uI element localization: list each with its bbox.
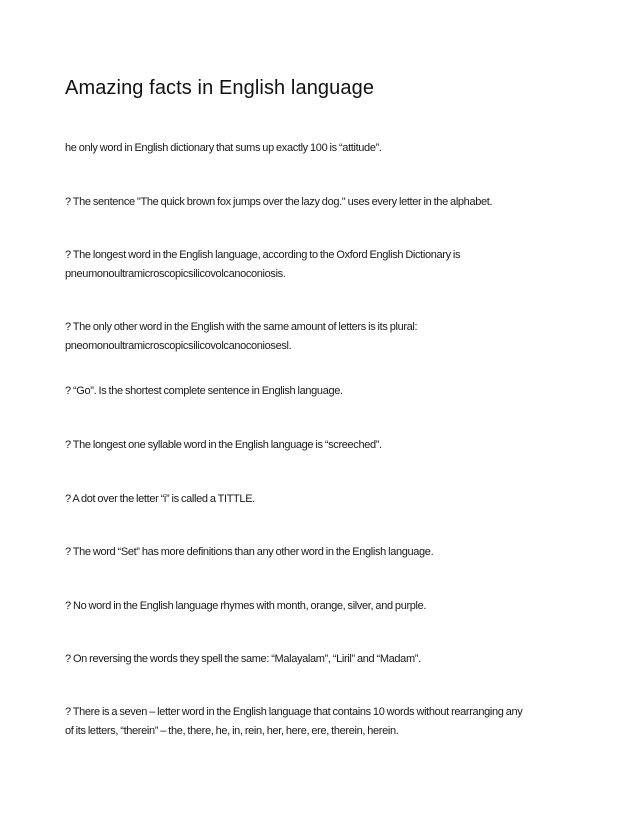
fact-line: pneomonoultramicroscopicsilicovolcanoconiosesl.	[65, 340, 292, 352]
fact-line: of its letters, “therein” – the, there, he, in, rein, her, here, ere, therein, herein.	[65, 725, 399, 737]
fact-line: ? There is a seven – letter word in the English language that contains 10 words without rearranging any	[65, 706, 523, 718]
fact-paragraph	[65, 543, 575, 562]
fact-paragraph	[65, 436, 575, 455]
fact-paragraph	[65, 597, 575, 616]
fact-paragraph	[65, 246, 575, 284]
fact-line: ? No word in the English language rhymes with month, orange, silver, and purple.	[65, 600, 427, 612]
fact-paragraph	[65, 139, 575, 158]
fact-line: ? The longest one syllable word in the English language is “screeched”.	[65, 439, 382, 451]
fact-paragraph	[65, 650, 575, 669]
document-title: Amazing facts in English language	[65, 77, 375, 99]
fact-paragraph	[65, 382, 575, 401]
fact-line: he only word in English dictionary that sums up exactly 100 is “attitude”.	[65, 142, 382, 154]
fact-line: ? “Go”. Is the shortest complete sentence in English language.	[65, 385, 343, 397]
fact-paragraph	[65, 703, 575, 741]
fact-paragraph	[65, 318, 575, 356]
fact-paragraph	[65, 193, 575, 212]
fact-line: ? The longest word in the English language, according to the Oxford English Dictionary is	[65, 249, 461, 261]
fact-line: pneumonoultramicroscopicsilicovolcanoconiosis.	[65, 268, 286, 280]
fact-line: ? On reversing the words they spell the same: “Malayalam”, “Liril” and “Madam”.	[65, 653, 421, 665]
fact-line: ? The only other word in the English with the same amount of letters is its plural:	[65, 321, 418, 333]
fact-paragraph	[65, 490, 575, 509]
fact-line: ? The word “Set” has more definitions than any other word in the English language.	[65, 546, 434, 558]
fact-line: ? A dot over the letter “i” is called a TITTLE.	[65, 493, 255, 505]
fact-line: ? The sentence "The quick brown fox jumps over the lazy dog." uses every letter in the alphabet.	[65, 196, 493, 208]
